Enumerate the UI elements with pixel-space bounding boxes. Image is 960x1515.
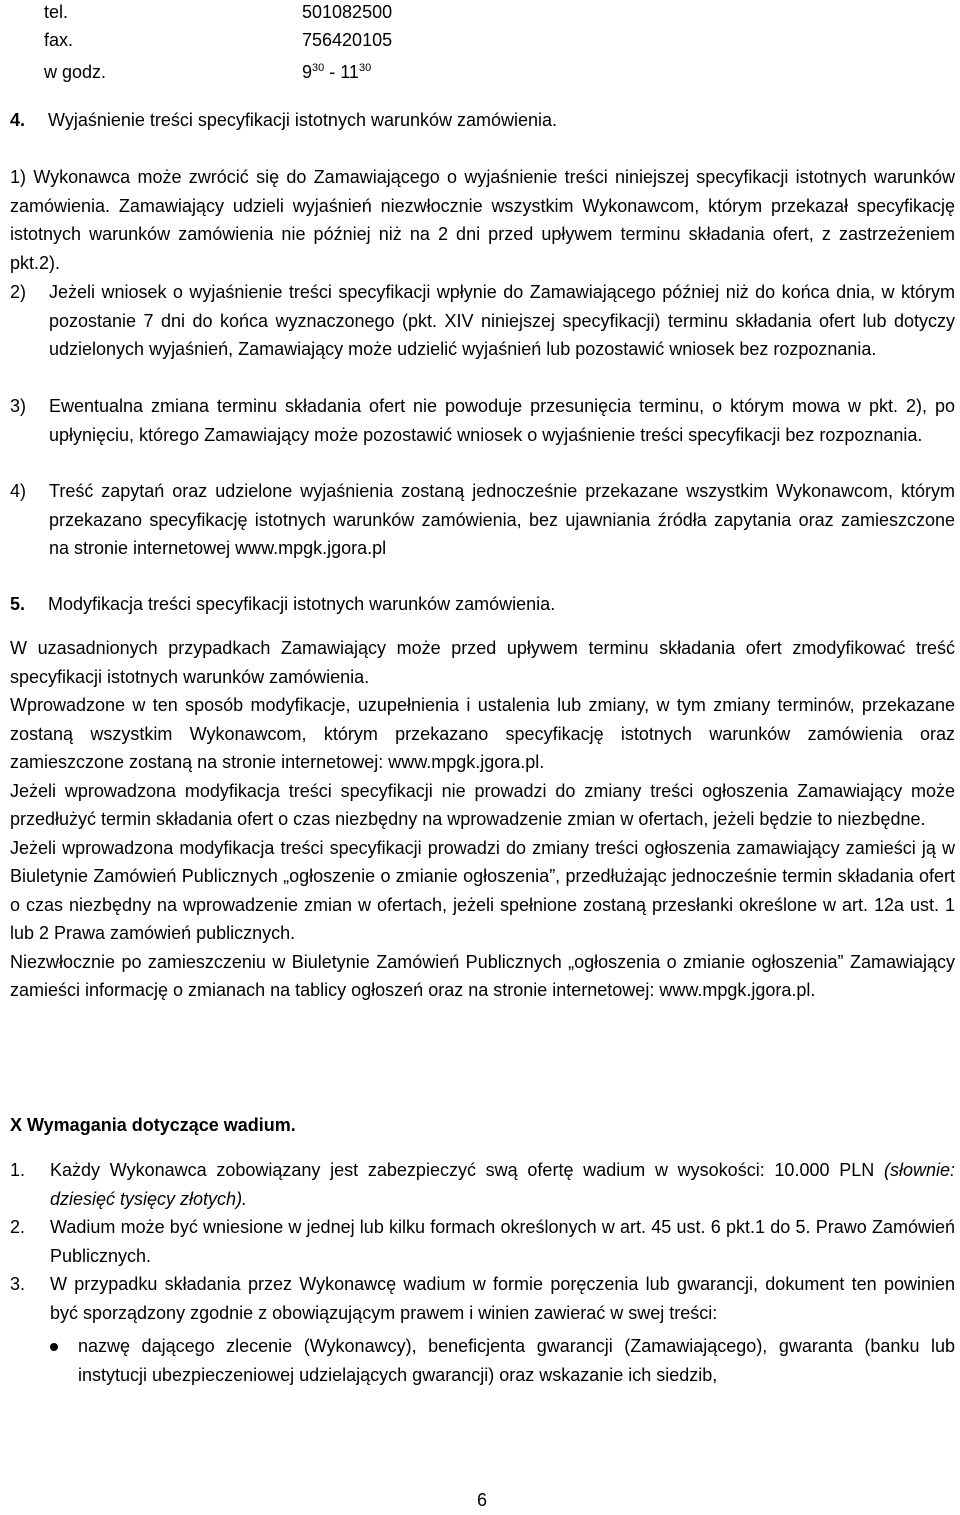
section-4-item-2-label: 2)	[10, 282, 27, 302]
hours-label: w godz.	[44, 62, 107, 82]
tel-value: 501082500	[302, 2, 393, 22]
section-5-paragraph-4: Jeżeli wprowadzona modyfikacja treści specyfikacji prowadzi do zmiany treści ogłoszenia zamawiający zamieści ją w Biuletynie Zamówień Publicznych „ogłoszenie o zmianie ogłoszenia”, przedłużając jednocześnie termin składania ofert o czas niezbędny na wprowadzenie zmian w ofertach, jeżeli spełnione zostaną przesłanki określone w art. 12a ust. 1 lub 2 Prawa zamówień publicznych.	[10, 837, 955, 943]
section-4-title: Wyjaśnienie treści specyfikacji istotnych warunków zamówienia.	[48, 110, 558, 130]
section-4-number: 4.	[10, 110, 26, 130]
section-x-item-3	[10, 1270, 955, 1327]
section-x-item-2	[10, 1213, 955, 1270]
section-4-item-2-text: Jeżeli wniosek o wyjaśnienie treści specyfikacji wpłynie do Zamawiającego później niż do końca dnia, w którym pozostanie 7 dni do końca wyznaczonego (pkt. XIV niniejszej specyfikacji) terminu składania ofert lub dotyczy udzielonych wyjaśnień, Zamawiający może udzielić wyjaśnień lub pozostawić wniosek bez rozpoznania.	[49, 282, 955, 359]
tel-label: tel.	[44, 2, 69, 22]
section-4-item-2	[10, 278, 955, 364]
fax-row	[44, 26, 392, 54]
page-number: 6	[476, 1490, 487, 1510]
section-x-item-1-text: Każdy Wykonawca zobowiązany jest zabezpieczyć swą ofertę wadium w wysokości: 10.000 PLN	[50, 1160, 884, 1180]
fax-label: fax.	[44, 30, 74, 50]
section-x-item-1-number: 1.	[10, 1160, 26, 1180]
section-4-heading	[10, 106, 557, 135]
section-4-item-3-label: 3)	[10, 396, 27, 416]
section-4-item-1	[10, 163, 955, 277]
section-x-heading: X Wymagania dotyczące wadium.	[10, 1115, 296, 1135]
fax-value: 756420105	[302, 30, 393, 50]
section-5-paragraph-3: Jeżeli wprowadzona modyfikacja treści specyfikacji nie prowadzi do zmiany treści ogłoszenia Zamawiający może przedłużyć termin składania ofert o czas niezbędny na wprowadzenie zmian w ofertach, jeżeli będzie to niezbędne.	[10, 780, 955, 829]
section-x-list	[10, 1156, 955, 1389]
section-5-title: Modyfikacja treści specyfikacji istotnych warunków zamówienia.	[48, 594, 556, 614]
section-x-item-2-number: 2.	[10, 1217, 26, 1237]
section-x-item-3-number: 3.	[10, 1274, 26, 1294]
hours-row	[44, 54, 392, 82]
contact-block	[44, 0, 392, 82]
section-x-item-1	[10, 1156, 955, 1213]
section-5-paragraph-1: W uzasadnionych przypadkach Zamawiający może przed upływem terminu składania ofert zmodyfikować treść specyfikacji istotnych warunków zamówienia.	[10, 638, 955, 687]
tel-row	[44, 0, 392, 26]
section-x-item-3-text: W przypadku składania przez Wykonawcę wadium w formie poręczenia lub gwarancji, dokument ten powinien być sporządzony zgodnie z obowiązującym prawem i winien zawierać w swej treści:	[50, 1274, 955, 1323]
section-4-item-4	[10, 477, 955, 563]
section-x-item-1-italic: (słownie: dziesięć tysięcy złotych).	[50, 1160, 955, 1209]
section-x-item-2-text: Wadium może być wniesione w jednej lub kilku formach określonych w art. 45 ust. 6 pkt.1 do 5. Prawo Zamówień Publicznych.	[50, 1217, 955, 1266]
hours-from: 9	[302, 62, 313, 82]
section-4-item-3-text: Ewentualna zmiana terminu składania ofert nie powoduje przesunięcia terminu, o którym mowa w pkt. 2), po upłynięciu, którego Zamawiający może pozostawić wniosek o wyjaśnienie treści specyfikacji bez rozpoznania.	[49, 396, 955, 445]
section-5-paragraphs	[10, 634, 955, 1005]
section-4-item-3	[10, 392, 955, 449]
section-4-item-4-text: Treść zapytań oraz udzielone wyjaśnienia zostaną jednocześnie przekazane wszystkim Wykonawcom, którym przekazano specyfikację istotnych warunków zamówienia, bez ujawniania źródła zapytania oraz zamieszczone na stronie internetowej www.mpgk.jgora.pl	[49, 481, 955, 558]
section-4-item-4-label: 4)	[10, 481, 27, 501]
section-x-bullet-text: nazwę dającego zlecenie (Wykonawcy), beneficjenta gwarancji (Zamawiającego), gwaranta (banku lub instytucji ubezpieczeniowej udzielających gwarancji) oraz wskazanie ich siedzib,	[78, 1336, 955, 1385]
section-5-heading	[10, 590, 555, 619]
section-5-paragraph-5: Niezwłocznie po zamieszczeniu w Biuletynie Zamówień Publicznych „ogłoszenia o zmianie ogłoszenia” Zamawiający zamieści informację o zmianach na tablicy ogłoszeń oraz na stronie internetowej: www.mpgk.jgora.pl.	[10, 951, 955, 1000]
hours-to-sup: 30	[358, 62, 372, 74]
section-5-paragraph-2: Wprowadzone w ten sposób modyfikacje, uzupełnienia i ustalenia lub zmiany, w tym zmiany terminów, przekazane zostaną wszystkim Wykonawcom, którym przekazano specyfikację istotnych warunków zamówienia oraz zamieszczone zostaną na stronie internetowej: www.mpgk.jgora.pl.	[10, 695, 955, 772]
section-5-number: 5.	[10, 594, 26, 614]
section-4-item-1-text: Wykonawca może zwrócić się do Zamawiającego o wyjaśnienie treści niniejszej specyfikacji istotnych warunków zamówienia. Zamawiający udzieli wyjaśnień niezwłocznie wszystkim Wykonawcom, którym przekazał specyfikację istotnych warunków zamówienia nie później niż na 2 dni przed upływem terminu składania ofert, z zastrzeżeniem pkt.2).	[10, 167, 955, 273]
hours-from-sup: 30	[312, 62, 325, 74]
bullet-icon	[50, 1343, 58, 1351]
hours-sep: - 11	[324, 62, 359, 82]
section-x-bullet-item	[10, 1332, 955, 1389]
section-4-item-1-label: 1)	[10, 167, 27, 187]
